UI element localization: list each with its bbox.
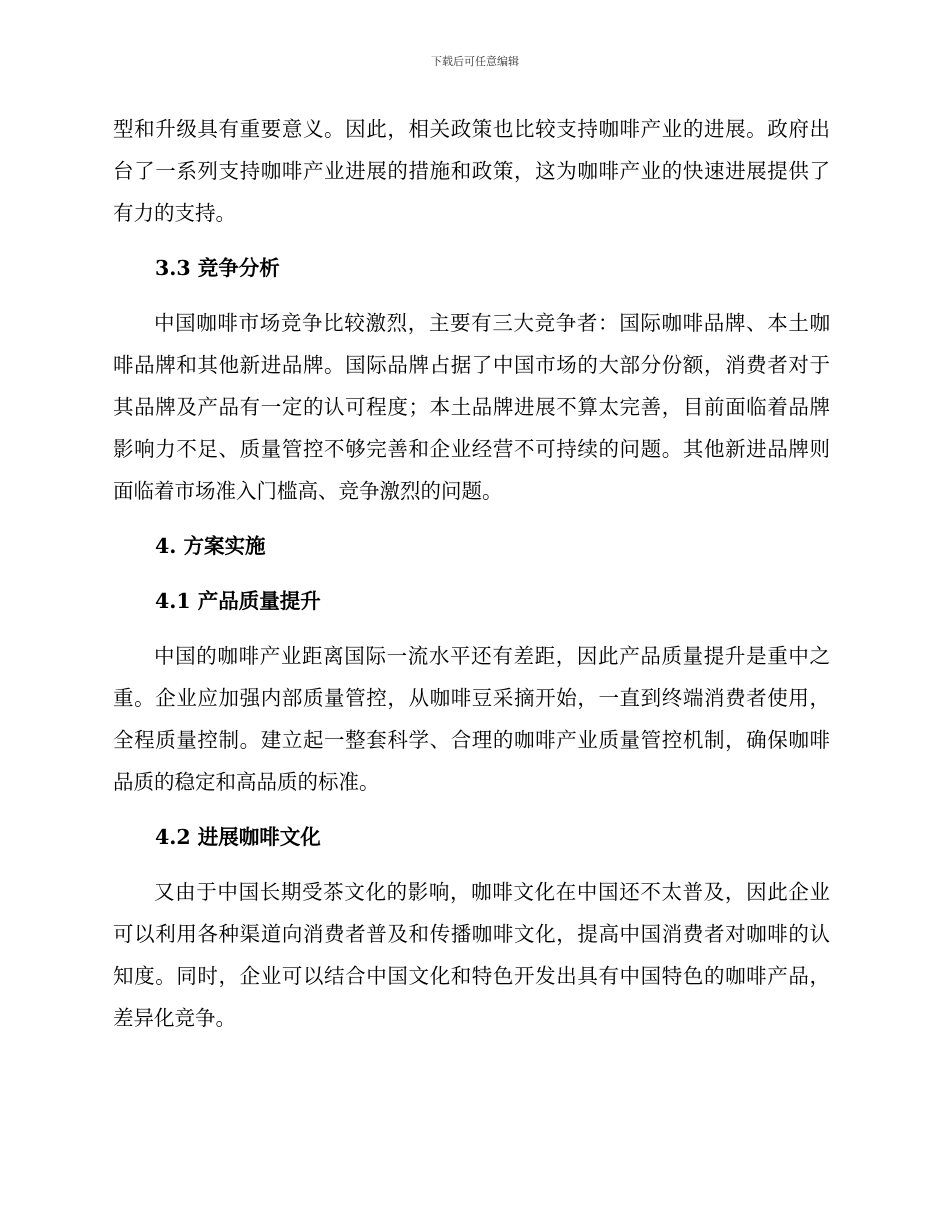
heading-plan-implementation: 4. 方案实施 (155, 534, 266, 558)
paragraph-competition: 中国咖啡市场竞争比较激烈，主要有三大竞争者：国际咖啡品牌、本土咖啡品牌和其他新进品牌。国际品牌占据了中国市场的大部分份额，消费者对于其品牌及产品有一定的认可程度；本土品牌进展不算太完善，目前面临着品牌影响力不足、质量管控不够完善和企业经营不可持续的问题。其他新进品牌则面临着市场准入门槛高、竞争激烈的问题。 (113, 311, 830, 503)
page-header: 下载后可任意编辑 (431, 55, 519, 68)
document-body (113, 108, 830, 1039)
paragraph-policy-continuation: 型和升级具有重要意义。因此，相关政策也比较支持咖啡产业的进展。政府出台了一系列支持咖啡产业进展的措施和政策，这为咖啡产业的快速进展提供了有力的支持。 (113, 117, 830, 225)
heading-quality-improvement: 4.1 产品质量提升 (155, 589, 321, 613)
paragraph-culture: 又由于中国长期受茶文化的影响，咖啡文化在中国还不太普及，因此企业可以利用各种渠道向消费者普及和传播咖啡文化，提高中国消费者对咖啡的认知度。同时，企业可以结合中国文化和特色开发出具有中国特色的咖啡产品，差异化竞争。 (113, 880, 830, 1030)
paragraph-quality: 中国的咖啡产业距离国际一流水平还有差距，因此产品质量提升是重中之重。企业应加强内部质量管控，从咖啡豆采摘开始，一直到终端消费者使用，全程质量控制。建立起一整套科学、合理的咖啡产业质量管控机制，确保咖啡品质的稳定和高品质的标准。 (113, 644, 830, 794)
heading-coffee-culture: 4.2 进展咖啡文化 (155, 825, 321, 849)
heading-competition-analysis: 3.3 竞争分析 (155, 256, 280, 280)
